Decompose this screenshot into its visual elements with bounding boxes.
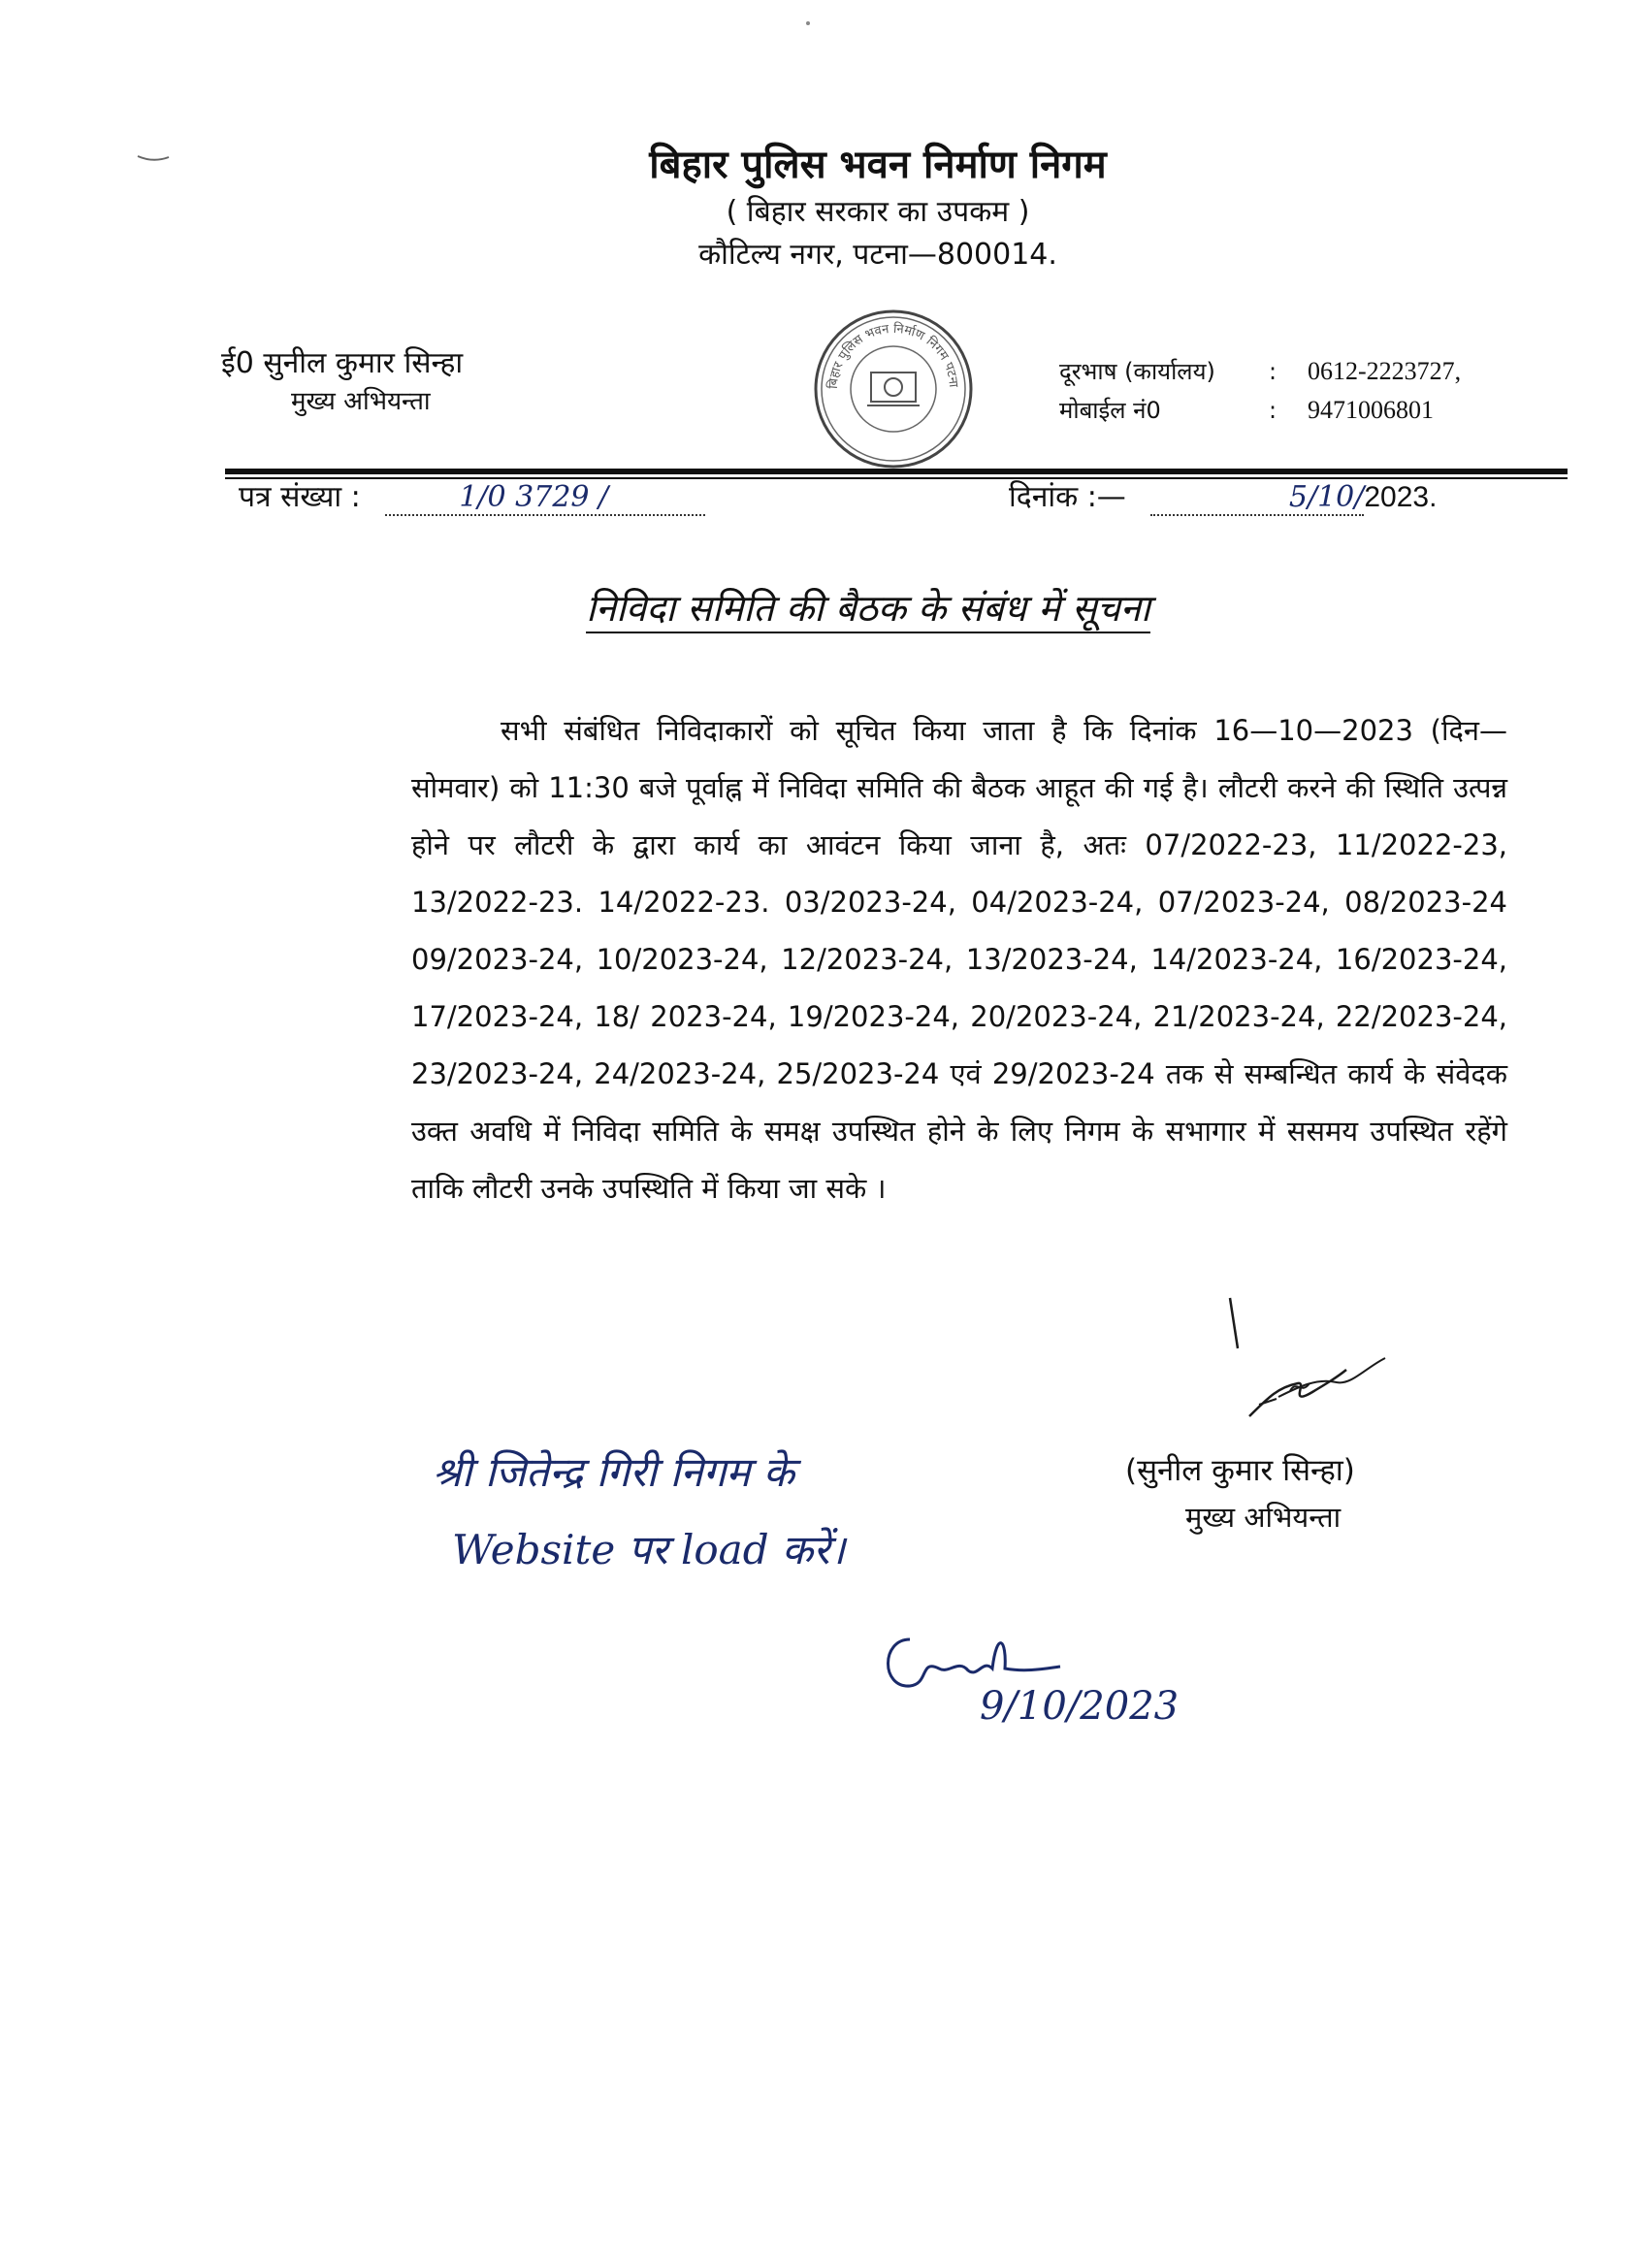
initials-date: 9/10/2023	[980, 1684, 1180, 1729]
letter-date	[1009, 475, 1437, 516]
header-rule-thick	[225, 469, 1568, 474]
mobile-value: 9471006801	[1308, 396, 1434, 424]
sender-designation: मुख्य अभियन्ता	[291, 387, 431, 416]
organization-address: कौटिल्य नगर, पटना—800014.	[698, 238, 1057, 272]
letter-number-dots	[385, 480, 705, 516]
mobile-label: मोबाईल नं0	[1059, 397, 1161, 424]
signatory-name: (सुनील कुमार सिन्हा)	[1125, 1453, 1355, 1488]
subject-text: निविदा समिति की बैठक के संबंध में सूचना	[586, 587, 1150, 633]
handwritten-note	[433, 1434, 1034, 1589]
subject-heading	[0, 582, 1649, 632]
date-value: 5/10/	[1288, 480, 1365, 514]
letter-number	[239, 475, 705, 516]
contact-block	[1059, 355, 1461, 433]
note-line-2: Website पर load करें।	[452, 1526, 846, 1573]
organization-name: बिहार पुलिस भवन निर्माण निगम	[649, 143, 1107, 187]
phone-row	[1059, 355, 1461, 394]
date-label: दिनांक :—	[1009, 480, 1126, 514]
scan-dot	[806, 21, 810, 25]
organization-subtitle: ( बिहार सरकार का उपकम )	[726, 195, 1030, 229]
phone-value: 0612-2223727,	[1308, 357, 1462, 385]
signatory-designation: मुख्य अभियन्ता	[1185, 1501, 1342, 1534]
notice-body	[411, 702, 1507, 1217]
date-dots	[1150, 480, 1364, 516]
phone-label: दूरभाष (कार्यालय)	[1059, 358, 1215, 385]
date-year: 2023.	[1364, 481, 1438, 513]
sender-name: ई0 सुनील कुमार सिन्हा	[221, 346, 464, 380]
handwritten-signature-icon	[1220, 1290, 1395, 1426]
letter-number-value: 1/0 3729 /	[459, 480, 609, 514]
note-line-1: श्री जितेन्द्र गिरी निगम के	[433, 1448, 795, 1496]
seal-text: बिहार पुलिस भवन निर्माण निगम पटना	[825, 321, 961, 390]
phone-colon: :	[1269, 358, 1277, 385]
letter-number-label: पत्र संख्या :	[239, 480, 361, 514]
notice-body-text: सभी संबंधित निविदाकारों को सूचित किया जाता है कि दिनांक 16—10—2023 (दिन— सोमवार) को 11:30 बजे पूर्वाह्न में निविदा समिति की बैठक आहूत की गई है। लौटरी करने की स्थिति उत्पन्न होने पर लौटरी के द्वारा कार्य का आवंटन किया जाना है, अतः 07/2022-23, 11/2022-23, 13/2022-23. 14/2022-23. 03/2023-24, 04/2023-24, 07/2023-24, 08/2023-24 09/2023-24, 10/2023-24, 12/2023-24, 13/2023-24, 14/2023-24, 16/2023-24, 17/2023-24, 18/ 2023-24, 19/2023-24, 20/2023-24, 21/2023-24, 22/2023-24, 23/2023-24, 24/2023-24, 25/2023-24 एवं 29/2023-24 तक से सम्बन्धित कार्य के संवेदक उक्त अवधि में निविदा समिति के समक्ष उपस्थित होने के लिए निगम के सभागार में ससमय उपस्थित रहेंगे ताकि लौटरी उनके उपस्थिति में किया जा सके ।	[411, 714, 1507, 1205]
official-seal-icon	[813, 308, 974, 470]
mobile-colon: :	[1269, 397, 1277, 424]
mobile-row	[1059, 394, 1461, 433]
